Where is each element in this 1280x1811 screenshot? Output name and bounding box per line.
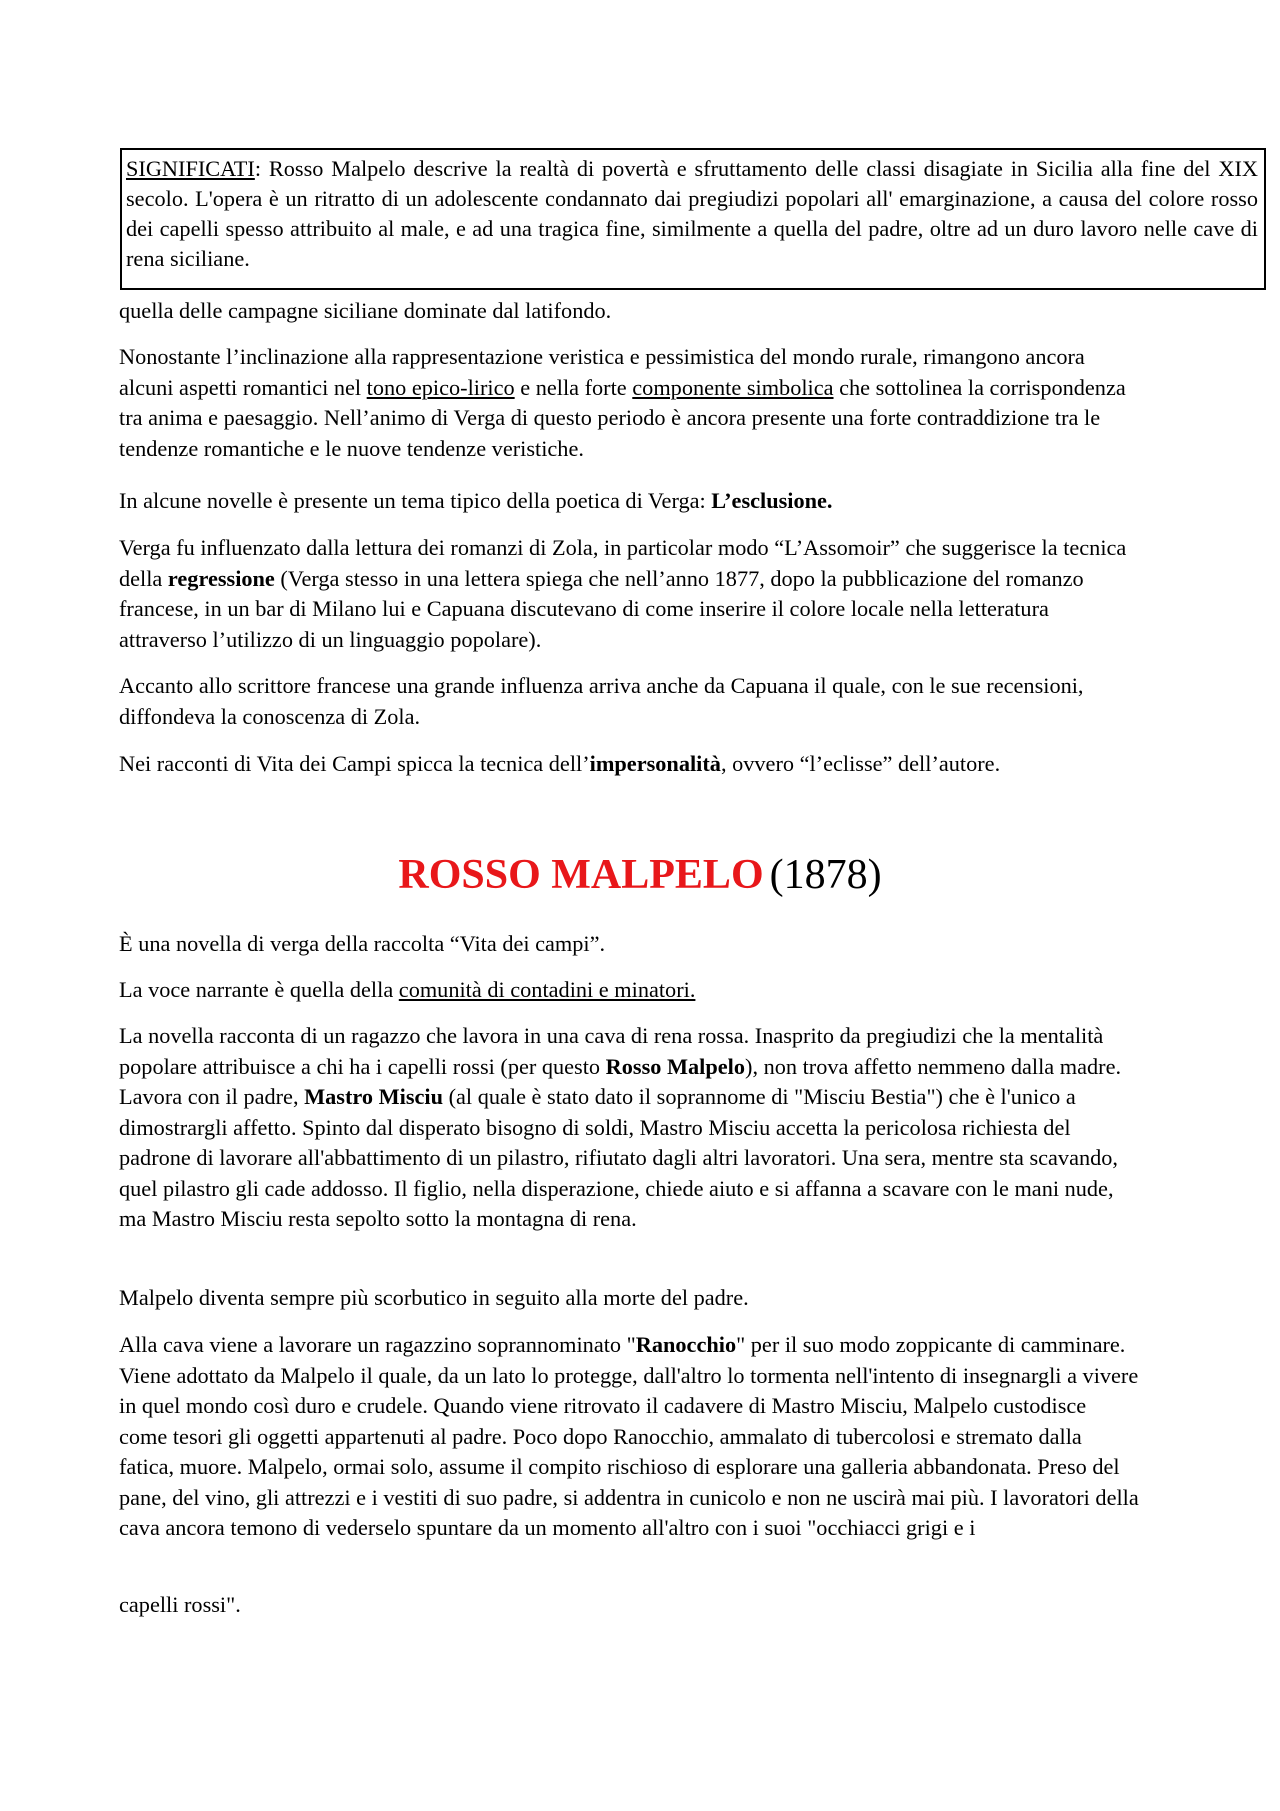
underlined-tono-epico-lirico: tono epico-lirico [366,374,515,400]
paragraph-capelli-text: capelli rossi". [119,1592,241,1617]
paragraph-racconta [119,1021,1139,1235]
underlined-componente-simbolica: componente simbolica [632,374,834,400]
significati-label: SIGNIFICATI [126,156,255,181]
title-year: (1878) [769,852,882,898]
significati-text: : Rosso Malpelo descrive la realtà di povertà e sfruttamento delle classi disagiate in Sicilia alla fine del XIX secolo. L'opera è un ritratto di un adolescente condannato dai pregiudizi popolari all' emarginazione, a causa del colore rosso dei capelli spesso attribuito al male, e ad una tragica fine, similmente a quella del padre, oltre ad un duro lavoro nelle cave di rena siciliane. [126,156,1258,271]
paragraph-impersonalita-text-a: Nei racconti di Vita dei Campi spicca la tecnica dell’ [119,751,590,776]
paragraph-scorbutico [119,1283,1139,1314]
paragraph-capuana [119,671,1139,732]
bold-mastro-misciu: Mastro Misciu [304,1084,444,1109]
significati-box [120,148,1266,290]
paragraph-nonostante [119,342,1139,464]
paragraph-novella-text: È una novella di verga della raccolta “Vita dei campi”. [119,931,606,956]
title-rosso-malpelo: ROSSO MALPELO [398,852,764,898]
paragraph-zola-text-a: Verga fu influenzato dalla lettura dei romanzi di Zola, in particolar modo “L’Assomoir” che suggerisce la tecnica della [119,535,1127,591]
paragraph-impersonalita [119,749,1139,780]
paragraph-campagne-text: quella delle campagne siciliane dominate dal latifondo. [119,298,612,323]
bold-impersonalita: impersonalità [589,751,721,776]
paragraph-nonostante-text-a: Nonostante l’inclinazione alla rappresentazione veristica e pessimistica del mondo rurale, rimangono ancora alcuni aspetti romantici nel [119,344,1085,400]
paragraph-capuana-text: Accanto allo scrittore francese una grande influenza arriva anche da Capuana il quale, con le sue recensioni, diffondeva la conoscenza di Zola. [119,673,1084,729]
paragraph-nonostante-text-b: e nella forte [514,374,633,400]
bold-esclusione: L’esclusione. [711,488,833,513]
paragraph-ranocchio [119,1330,1139,1544]
paragraph-esclusione-text: In alcune novelle è presente un tema tipico della poetica di Verga: [119,488,712,513]
paragraph-novella [119,929,1139,960]
bold-regressione: regressione [167,565,275,591]
paragraph-zola-text-b: (Verga stesso in una lettera spiega che nell’anno 1877, dopo la pubblicazione del romanzo francese, in un bar di Milano lui e Capuana discutevano di come inserire il colore locale nella letteratura attraverso l’utilizzo di un linguaggio popolare). [119,565,1084,652]
paragraph-capelli [119,1590,1139,1621]
section-title [0,850,1280,900]
underlined-comunita: comunità di contadini e minatori. [398,977,696,1002]
paragraph-ranocchio-text-b: " per il suo modo zoppicante di camminare. Viene adottato da Malpelo il quale, da un lato lo protegge, dall'altro lo tormenta nell'intento di insegnargli a vivere in quel mondo così duro e crudele. Quando viene ritrovato il cadavere di Mastro Misciu, Malpelo custodisce come tesori gli oggetti appartenuti al padre. Poco dopo Ranocchio, ammalato di tubercolosi e stremato dalla fatica, muore. Malpelo, ormai solo, assume il compito rischioso di esplorare una galleria abbandonata. Preso del pane, del vino, gli attrezzi e i vestiti di suo padre, si addentra in cunicolo e non ne uscirà mai più. I lavoratori della cava ancora temono di vederselo spuntare da un momento all'altro con i suoi "occhiacci grigi e i [119,1332,1139,1540]
paragraph-nonostante-text-c: che sottolinea la corrispondenza tra anima e paesaggio. Nell’animo di Verga di questo periodo è ancora presente una forte contraddizione tra le tendenze romantiche e le nuove tendenze veristiche. [119,374,1126,461]
paragraph-voce-text: La voce narrante è quella della [119,977,399,1002]
paragraph-racconta-text-b: ), non trova affetto nemmeno dalla madre. Lavora con il padre, [119,1053,1122,1109]
bold-ranocchio: Ranocchio [635,1332,737,1357]
paragraph-esclusione [119,486,1139,517]
paragraph-scorbutico-text: Malpelo diventa sempre più scorbutico in seguito alla morte del padre. [119,1285,749,1310]
paragraph-zola [119,533,1139,655]
paragraph-voce [119,975,1139,1006]
paragraph-impersonalita-text-b: , ovvero “l’eclisse” dell’autore. [720,751,1001,776]
paragraph-ranocchio-text-a: Alla cava viene a lavorare un ragazzino soprannominato " [119,1332,636,1357]
paragraph-racconta-text-a: La novella racconta di un ragazzo che lavora in una cava di rena rossa. Inasprito da pregiudizi che la mentalità popolare attribuisce a chi ha i capelli rossi (per questo [119,1023,1104,1079]
paragraph-campagne [119,296,1139,327]
paragraph-racconta-text-c: (al quale è stato dato il soprannome di "Misciu Bestia") che è l'unico a dimostrargli affetto. Spinto dal disperato bisogno di soldi, Mastro Misciu accetta la pericolosa richiesta del padrone di lavorare all'abbattimento di un pilastro, rifiutato dagli altri lavoratori. Una sera, mentre sta scavando, quel pilastro gli cade addosso. Il figlio, nella disperazione, chiede aiuto e si affanna a scavare con le mani nude, ma Mastro Misciu resta sepolto sotto la montagna di rena. [119,1084,1118,1231]
bold-rosso-malpelo: Rosso Malpelo [605,1053,746,1079]
